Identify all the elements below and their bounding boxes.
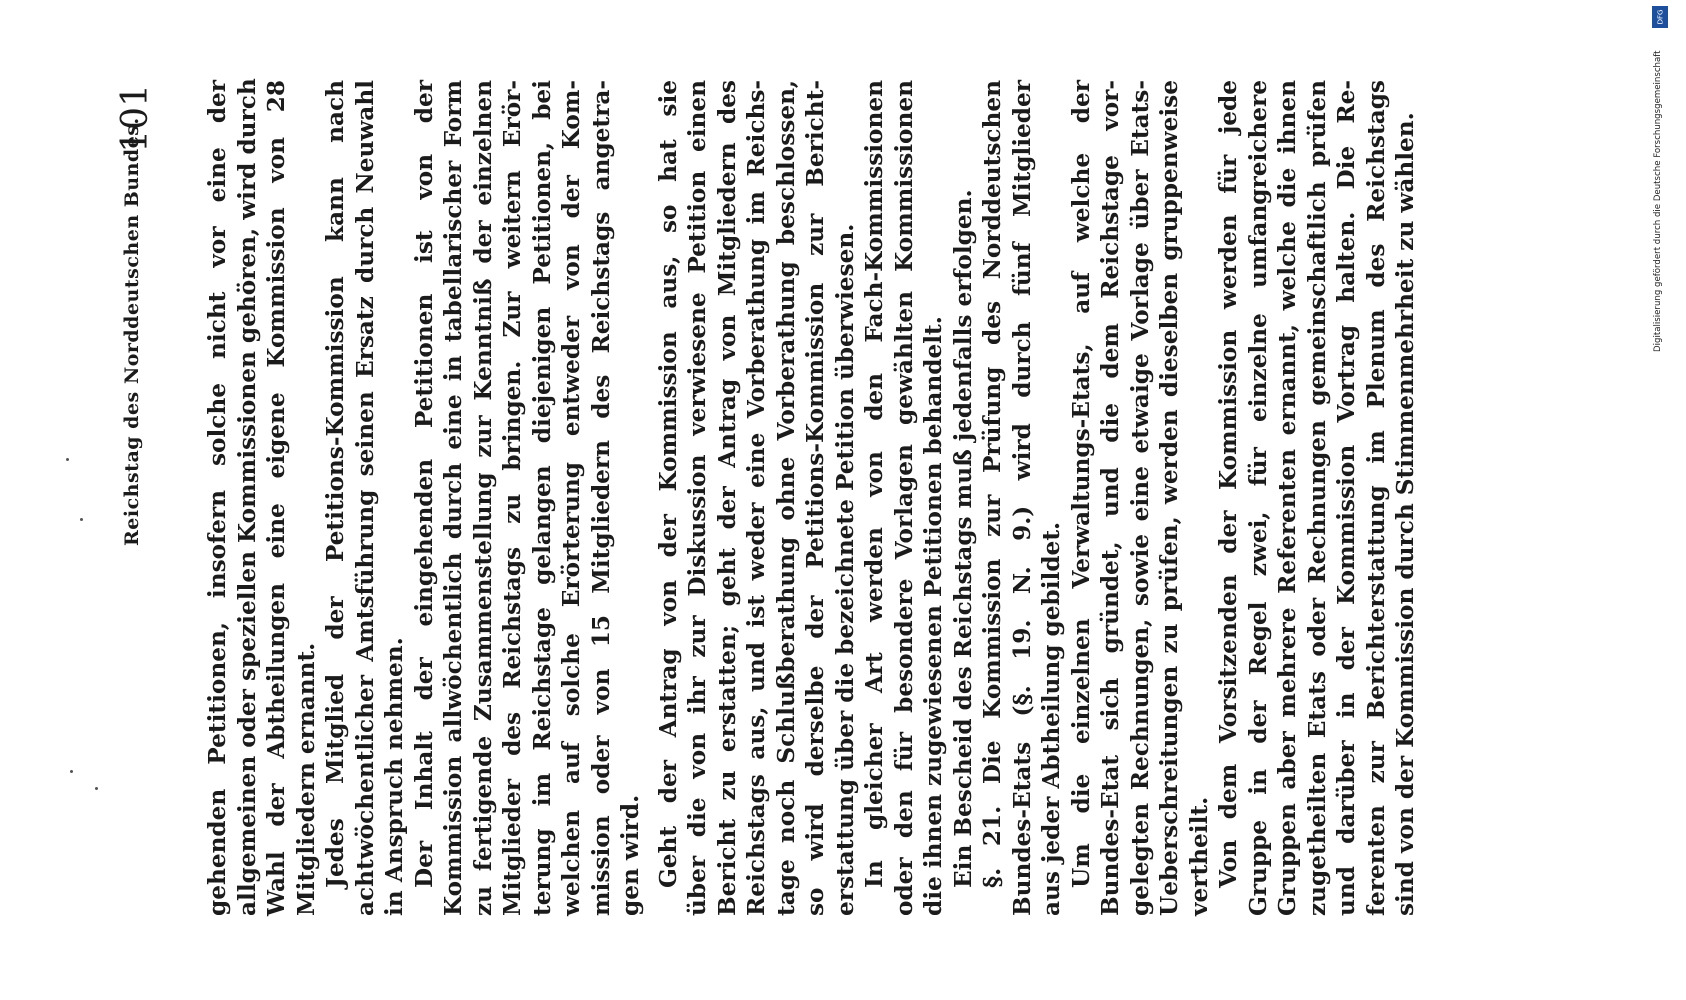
running-head: Reichstag des Norddeutschen Bundes. [121,117,143,546]
dfg-logo-icon [1652,6,1668,28]
text-line: Gruppe in der Regel zwei, für einzelne umfangreichere [1244,80,1272,916]
text-line: In gleicher Art werden von den Fach-Kommissionen [861,80,888,888]
section-heading-line: §. 21. Die Kommission zur Prüfung des Norddeutschen [979,80,1006,888]
text-line: Kommission allwöchentlich durch eine in tabellarischer Form [440,80,467,916]
text-line: tage noch Schlußberathung ohne Vorberathung beschlossen, [772,80,800,916]
rotated-page [117,80,1433,916]
scan-speck [66,458,69,461]
digitization-note [1651,0,1671,1000]
scan-speck [95,787,98,790]
text-line: Wahl der Abtheilungen eine eigene Kommission von 28 [263,80,290,916]
text-line: Jedes Mitglied der Petitions-Kommission kann nach [322,80,349,888]
text-line: ferenten zur Berichterstattung im Plenum des Reichstags [1362,80,1390,916]
text-line: oder den für besondere Vorlagen gewählten Kommissionen [890,80,918,916]
text-line: in Anspruch nehmen. [381,637,408,916]
text-line: Geht der Antrag von der Kommission aus, so hat sie [654,80,682,888]
text-line: terung im Reichstage gelangen diejenigen Petitionen, bei [528,80,556,916]
text-line: mission oder von 15 Mitgliedern des Reichstags angetra- [587,80,615,916]
page-body [203,80,1421,916]
scan-speck [80,518,83,521]
text-line: allgemeinen oder speziellen Kommissionen gehören, wird durch [233,78,261,916]
text-line: und darüber in der Kommission Vortrag halten. Die Re- [1333,80,1360,916]
text-line: Mitglieder des Reichstags zu bringen. Zur weitern Erör- [499,80,526,916]
text-line: Reichstags aus, und ist weder eine Vorberathung im Reichs- [743,80,770,916]
text-line: gen wird. [617,794,644,916]
text-line: Bundes-Etats (§. 19. N. 9.) wird durch fünf Mitglieder [1008,80,1036,916]
text-line: die ihnen zugewiesenen Petitionen behandelt. [920,316,947,916]
text-line: aus jeder Abtheilung gebildet. [1038,521,1065,916]
text-line: Ein Bescheid des Reichstags muß jedenfalls erfolgen. [949,189,977,888]
text-line: zugetheilten Etats oder Rechnungen gemeinschaftlich prüfen [1303,80,1331,916]
text-line: Von dem Vorsitzenden der Kommission werden für jede [1215,80,1242,888]
dfg-badge-label: DFG [1656,9,1664,25]
text-line: Mitgliedern ernannt. [292,642,320,916]
text-line: gelegten Rechnungen, sowie eine etwaige Vorlage über Etats- [1126,80,1154,916]
text-line: welchen auf solche Erörterung entweder von der Kom- [558,80,585,916]
text-line: achtwöchentlicher Amtsführung seinen Ersatz durch Neuwahl [351,80,379,916]
text-line: Ueberschreitungen zu prüfen, werden dieselben gruppenweise [1156,80,1183,916]
text-line: so wird derselbe der Petitions-Kommission zur Bericht- [802,80,829,916]
text-line: Bundes-Etat sich gründet, und die dem Reichstage vor- [1097,80,1124,916]
text-line: Bericht zu erstatten; geht der Antrag von Mitgliedern des [713,80,741,916]
page-header [117,80,203,916]
text-line: Um die einzelnen Verwaltungs-Etats, auf welche der [1067,80,1095,888]
paragraph-gap [646,80,654,916]
text-line: gehenden Petitionen, insofern solche nicht vor eine der [204,80,231,916]
text-line: Gruppen aber mehrere Referenten ernannt, welche die ihnen [1274,80,1301,916]
text-line: Der Inhalt der eingehenden Petitionen ist von der [410,80,438,888]
text-line: zu fertigende Zusammenstellung zur Kenntniß der einzelnen [469,80,497,916]
text-line: erstattung über die bezeichnete Petition überwiesen. [831,223,859,916]
text-line: sind von der Kommission durch Stimmenmehrheit zu wählen. [1392,112,1419,916]
scan-speck [70,770,73,773]
page-number: 101 [115,84,156,153]
text-line: vertheilt. [1185,796,1213,916]
digitization-text: Digitalisierung gefördert durch die Deutsche Forschungsgemeinschaft [1653,50,1663,352]
text-line: über die von ihr zur Diskussion verwiesene Petition einen [684,80,711,916]
